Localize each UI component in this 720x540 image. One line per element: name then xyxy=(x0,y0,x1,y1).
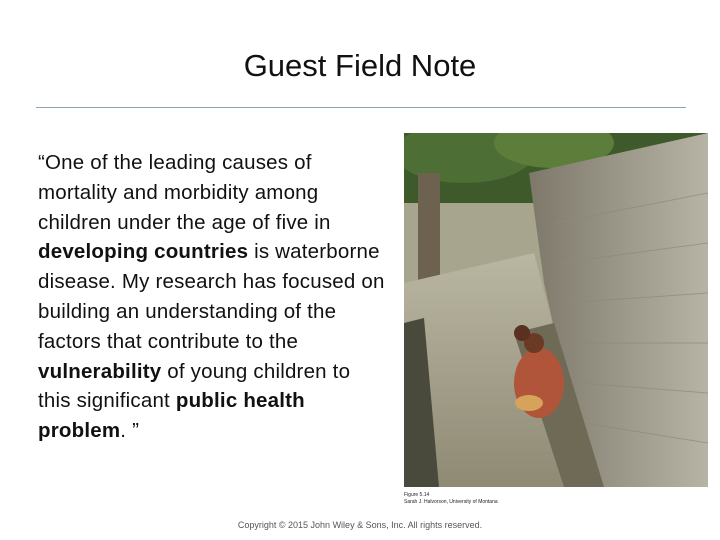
figure-caption: Figure 5.14 xyxy=(404,492,430,498)
field-photo xyxy=(404,133,708,487)
title-divider xyxy=(36,107,686,108)
quote-part: of young children to this significant xyxy=(38,359,351,413)
quote-bold-developing-countries: developing countries xyxy=(38,240,249,264)
quote-bold-public-health-problem: public health problem xyxy=(38,389,305,443)
copyright-footer: Copyright © 2015 John Wiley & Sons, Inc. All rights reserved. xyxy=(237,520,483,530)
quote-bold-vulnerability: vulnerability xyxy=(38,359,162,383)
quote-part: . ” xyxy=(120,419,140,443)
photo-credit-name: Sarah J. Halvorson, University of Montana xyxy=(404,499,498,505)
photo-credit xyxy=(404,492,498,506)
quote-part: is waterborne disease. My research has focused on building an understanding of the factors that contribute to the xyxy=(38,240,385,353)
quote-text xyxy=(38,148,388,446)
quote-part: “One of the leading causes of mortality and morbidity among children under the age of five in xyxy=(38,151,331,234)
slide-title: Guest Field Note xyxy=(243,48,477,83)
